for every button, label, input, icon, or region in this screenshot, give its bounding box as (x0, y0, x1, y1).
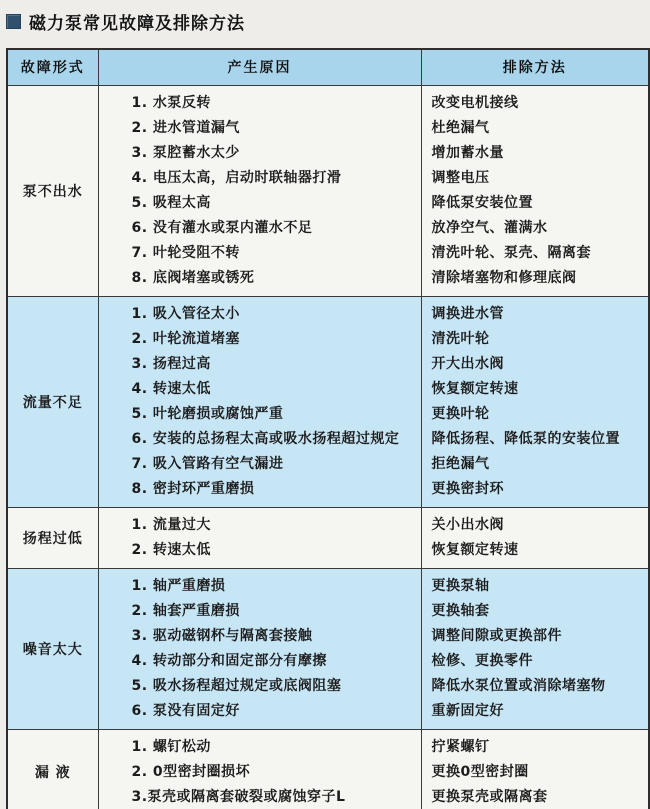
fault-name: 扬程过低 (7, 507, 98, 568)
list-line: 降低扬程、降低泵的安装位置 (431, 430, 620, 447)
list-line: 恢复额定转速 (431, 380, 519, 397)
list-line: 5. 吸水扬程超过规定或底阀阻塞 (131, 677, 342, 694)
list-line: 降低水泵位置或消除堵塞物 (431, 677, 606, 694)
list-line: 3. 泵腔蓄水太少 (131, 144, 240, 161)
list-line: 调整电压 (431, 169, 490, 186)
list-line: 6. 安装的总扬程太高或吸水扬程超过规定 (131, 430, 400, 447)
causes-list (98, 507, 421, 568)
list-line: 3. 扬程过高 (131, 355, 211, 372)
list-line: 检修、更换零件 (431, 652, 533, 669)
list-line: 5. 叶轮磨损或腐蚀严重 (131, 405, 284, 422)
list-line: 2. 进水管道漏气 (131, 119, 240, 136)
list-line: 4. 转动部分和固定部分有摩擦 (131, 652, 327, 669)
table-row (7, 568, 649, 729)
list-line: 2. 叶轮流道堵塞 (131, 330, 240, 347)
list-line: 关小出水阀 (431, 516, 504, 533)
solutions-list (421, 507, 649, 568)
table-row (7, 296, 649, 507)
causes-list (98, 729, 421, 809)
table-row (7, 507, 649, 568)
list-line: 增加蓄水量 (431, 144, 504, 161)
section-title-row (6, 9, 650, 33)
list-line: 7. 叶轮受阻不转 (131, 244, 240, 261)
list-line: 更换泵轴 (431, 577, 490, 594)
list-line: 7. 吸入管路有空气漏进 (131, 455, 284, 472)
list-line: 1. 流量过大 (131, 516, 211, 533)
list-line: 3.泵壳或隔离套破裂或腐蚀穿子L (131, 788, 346, 805)
header-cell-cause: 产生原因 (98, 49, 421, 85)
list-line: 8. 密封环严重磨损 (131, 480, 255, 497)
fault-name: 流量不足 (7, 296, 98, 507)
list-line: 1. 吸入管径太小 (131, 305, 240, 322)
list-line: 拧紧螺钉 (431, 738, 490, 755)
causes-list (98, 85, 421, 296)
list-line: 清洗叶轮、泵壳、隔离套 (431, 244, 591, 261)
fault-name: 噪音太大 (7, 568, 98, 729)
solutions-list (421, 568, 649, 729)
list-line: 更换密封环 (431, 480, 504, 497)
list-line: 清洗叶轮 (431, 330, 490, 347)
square-bullet-icon (6, 14, 21, 29)
causes-list (98, 296, 421, 507)
list-line: 更换轴套 (431, 602, 490, 619)
list-line: 1. 轴严重磨损 (131, 577, 226, 594)
list-line: 2. 转速太低 (131, 541, 211, 558)
fault-name: 泵不出水 (7, 85, 98, 296)
header-cell-fault-type: 故障形式 (7, 49, 98, 85)
table-row (7, 729, 649, 809)
list-line: 2. 0型密封圈损坏 (131, 763, 251, 780)
fault-name: 漏 液 (7, 729, 98, 809)
list-line: 重新固定好 (431, 702, 504, 719)
fault-troubleshooting-table (6, 48, 650, 809)
list-line: 调整间隙或更换部件 (431, 627, 562, 644)
list-line: 4. 电压太高，启动时联轴器打滑 (131, 169, 342, 186)
list-line: 更换泵壳或隔离套 (431, 788, 548, 805)
list-line: 更换叶轮 (431, 405, 490, 422)
list-line: 6. 没有灌水或泵内灌水不足 (131, 219, 313, 236)
list-line: 4. 转速太低 (131, 380, 211, 397)
list-line: 恢复额定转速 (431, 541, 519, 558)
list-line: 拒绝漏气 (431, 455, 490, 472)
list-line: 降低泵安装位置 (431, 194, 533, 211)
list-line: 8. 底阀堵塞或锈死 (131, 269, 255, 286)
list-line: 5. 吸程太高 (131, 194, 211, 211)
solutions-list (421, 85, 649, 296)
page-title: 磁力泵常见故障及排除方法 (29, 13, 245, 34)
list-line: 3. 驱动磁钢杯与隔离套接触 (131, 627, 313, 644)
header-cell-solution: 排除方法 (421, 49, 649, 85)
list-line: 2. 轴套严重磨损 (131, 602, 240, 619)
causes-list (98, 568, 421, 729)
solutions-list (421, 296, 649, 507)
list-line: 开大出水阀 (431, 355, 504, 372)
list-line: 放净空气、灌满水 (431, 219, 548, 236)
list-line: 改变电机接线 (431, 94, 519, 111)
list-line: 清除堵塞物和修理底阀 (431, 269, 577, 286)
list-line: 6. 泵没有固定好 (131, 702, 240, 719)
list-line: 1. 水泵反转 (131, 94, 211, 111)
table-row (7, 85, 649, 296)
list-line: 更换0型密封圈 (431, 763, 529, 780)
table-header-row (7, 49, 649, 85)
list-line: 1. 螺钉松动 (131, 738, 211, 755)
solutions-list (421, 729, 649, 809)
list-line: 杜绝漏气 (431, 119, 490, 136)
list-line: 调换进水管 (431, 305, 504, 322)
